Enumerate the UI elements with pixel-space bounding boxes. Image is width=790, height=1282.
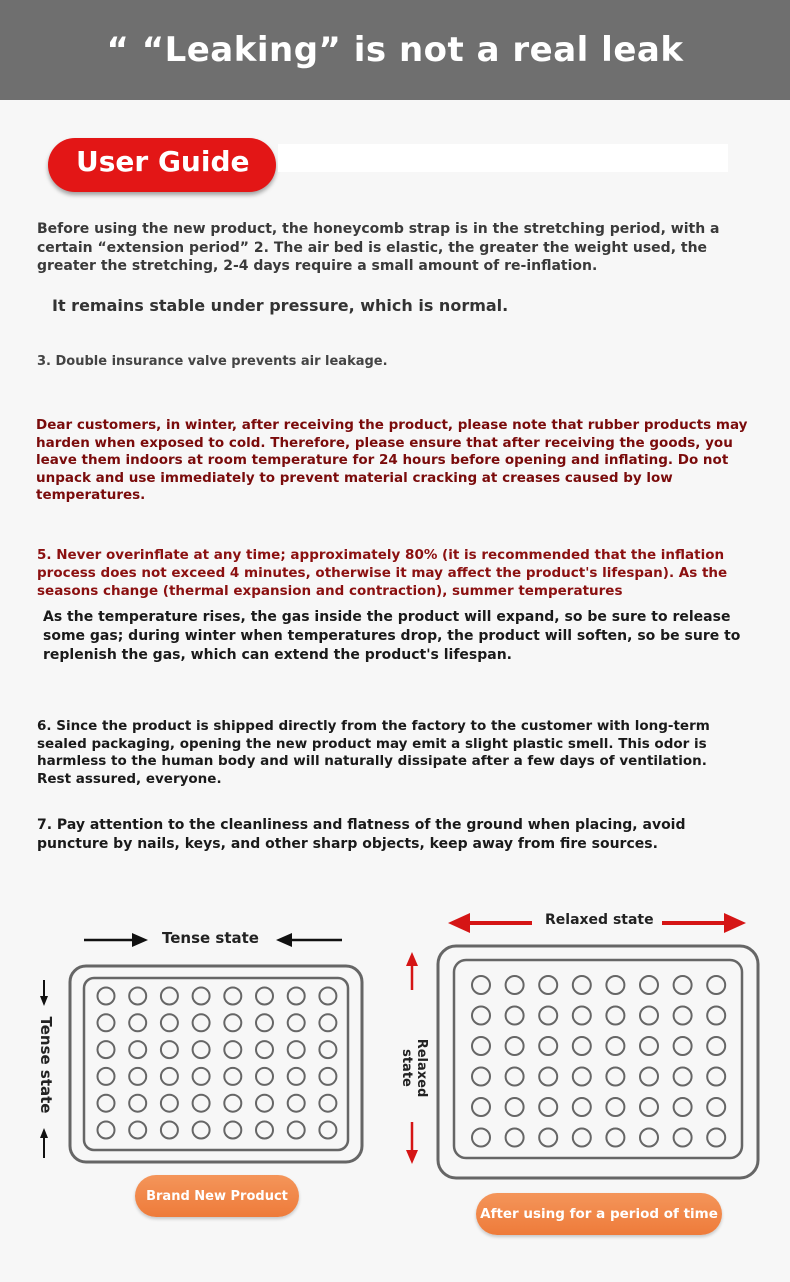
mattress-hole [193, 1014, 210, 1031]
mattress-hole [674, 1129, 692, 1147]
paragraph-stable: It remains stable under pressure, which is normal. [52, 296, 509, 315]
paragraph-extension-period: Before using the new product, the honeycomb strap is in the stretching period, with a certain “extension period” 2. The air bed is elastic, the greater the weight used, the greater the stretching, 2-4 days require a small amount of re-inflation. [37, 221, 720, 274]
mattress-hole [674, 1037, 692, 1055]
left-mattress-inner [84, 978, 348, 1150]
right-top-arrow-left [448, 913, 532, 933]
mattress-hole [606, 1037, 624, 1055]
mattress-hole [98, 988, 115, 1005]
mattress-hole [707, 976, 725, 994]
mattress-hole [573, 1037, 591, 1055]
mattress-hole [674, 976, 692, 994]
mattress-hole [224, 988, 241, 1005]
mattress-hole [539, 1098, 557, 1116]
mattress-hole [573, 1007, 591, 1025]
mattress-hole [573, 1129, 591, 1147]
mattress-hole [224, 1041, 241, 1058]
mattress-hole [288, 1122, 305, 1139]
right-top-arrow-right [662, 913, 746, 933]
mattress-hole [161, 1014, 178, 1031]
mattress-hole [707, 1037, 725, 1055]
mattress-hole [193, 1122, 210, 1139]
mattress-hole [707, 1007, 725, 1025]
paragraph-winter-notice: Dear customers, in winter, after receiving the product, please note that rubber products may harden when exposed to cold. Therefore, please ensure that after receiving the goods, you leave them indoors at room temperature for 24 hours before opening and inflating. Do not unpack and use immediately to prevent material cracking at creases caused by low temperatures. [36, 417, 748, 503]
mattress-hole [129, 1122, 146, 1139]
right-mattress-holes [472, 976, 725, 1147]
mattress-hole [319, 1014, 336, 1031]
mattress-hole [472, 1068, 490, 1086]
mattress-hole [506, 1037, 524, 1055]
mattress-hole [640, 1068, 658, 1086]
left-top-arrow-left [276, 933, 342, 947]
heading-underline-bar [278, 144, 728, 172]
mattress-hole [161, 1122, 178, 1139]
mattress-hole [319, 1068, 336, 1085]
mattress-hole [98, 1041, 115, 1058]
mattress-hole [193, 988, 210, 1005]
mattress-hole [256, 1095, 273, 1112]
mattress-hole [319, 1122, 336, 1139]
mattress-hole [640, 1098, 658, 1116]
mattress-hole [506, 1129, 524, 1147]
mattress-hole [161, 988, 178, 1005]
mattress-hole [161, 1095, 178, 1112]
mattress-hole [129, 1014, 146, 1031]
mattress-hole [539, 1037, 557, 1055]
mattress-hole [98, 1068, 115, 1085]
left-mattress-holes [98, 988, 337, 1139]
state-comparison-diagram [0, 890, 790, 1282]
paragraph-temperature: As the temperature rises, the gas inside the product will expand, so be sure to release some gas; during winter when temperatures drop, the product will soften, so be sure to replenish the gas, which can extend the product's lifespan. [43, 609, 741, 663]
right-side-arrow-up [406, 952, 418, 990]
mattress-hole [256, 1041, 273, 1058]
used-period-badge: After using for a period of time [476, 1193, 722, 1235]
mattress-hole [472, 976, 490, 994]
left-side-label: Tense state [37, 1016, 55, 1114]
mattress-hole [707, 1129, 725, 1147]
right-side-arrow-down [406, 1122, 418, 1164]
mattress-hole [288, 988, 305, 1005]
mattress-hole [256, 1014, 273, 1031]
mattress-hole [224, 1068, 241, 1085]
user-guide-pill: User Guide [48, 138, 276, 192]
mattress-hole [539, 976, 557, 994]
mattress-hole [674, 1098, 692, 1116]
mattress-hole [573, 976, 591, 994]
mattress-hole [224, 1122, 241, 1139]
paragraph-overinflate: 5. Never overinflate at any time; approximately 80% (it is recommended that the inflation process does not exceed 4 minutes, otherwise it may affect the product's lifespan). As the seasons change (thermal expansion and contraction), summer temperatures [37, 547, 728, 599]
mattress-hole [539, 1068, 557, 1086]
left-side-arrow-up [40, 1128, 48, 1158]
mattress-hole [256, 1122, 273, 1139]
mattress-hole [506, 976, 524, 994]
mattress-hole [640, 1007, 658, 1025]
mattress-hole [539, 1129, 557, 1147]
paragraph-placement: 7. Pay attention to the cleanliness and flatness of the ground when placing, avoid puncture by nails, keys, and other sharp objects, keep away from fire sources. [37, 817, 686, 852]
mattress-hole [319, 988, 336, 1005]
right-top-label: Relaxed state [545, 912, 654, 928]
mattress-hole [161, 1041, 178, 1058]
mattress-hole [506, 1098, 524, 1116]
mattress-hole [606, 1068, 624, 1086]
mattress-hole [193, 1068, 210, 1085]
paragraph-valve: 3. Double insurance valve prevents air leakage. [37, 354, 388, 369]
mattress-hole [640, 1129, 658, 1147]
mattress-hole [606, 976, 624, 994]
left-side-arrow-down [40, 980, 48, 1006]
mattress-hole [319, 1095, 336, 1112]
mattress-hole [606, 1129, 624, 1147]
mattress-hole [98, 1014, 115, 1031]
mattress-hole [288, 1068, 305, 1085]
mattress-hole [98, 1122, 115, 1139]
mattress-hole [129, 1068, 146, 1085]
mattress-hole [674, 1068, 692, 1086]
mattress-hole [472, 1129, 490, 1147]
mattress-hole [224, 1095, 241, 1112]
mattress-hole [506, 1007, 524, 1025]
mattress-hole [539, 1007, 557, 1025]
mattress-hole [472, 1007, 490, 1025]
right-side-label: Relaxed state [399, 1038, 429, 1098]
mattress-hole [640, 1037, 658, 1055]
mattress-hole [319, 1041, 336, 1058]
mattress-hole [707, 1068, 725, 1086]
mattress-hole [472, 1098, 490, 1116]
mattress-hole [224, 1014, 241, 1031]
mattress-hole [193, 1095, 210, 1112]
mattress-hole [256, 988, 273, 1005]
mattress-hole [193, 1041, 210, 1058]
mattress-hole [129, 1095, 146, 1112]
mattress-hole [256, 1068, 273, 1085]
mattress-hole [98, 1095, 115, 1112]
mattress-hole [606, 1007, 624, 1025]
left-top-arrow-right [84, 933, 148, 947]
mattress-hole [707, 1098, 725, 1116]
mattress-hole [288, 1095, 305, 1112]
header-banner [0, 0, 790, 100]
mattress-hole [506, 1068, 524, 1086]
right-mattress-inner [454, 960, 742, 1158]
paragraph-smell: 6. Since the product is shipped directly from the factory to the customer with long-term sealed packaging, opening the new product may emit a slight plastic smell. This odor is harmless to the human body and will naturally dissipate after a few days of ventilation. Rest assured, everyone. [37, 718, 710, 787]
mattress-hole [288, 1014, 305, 1031]
mattress-hole [674, 1007, 692, 1025]
brand-new-badge: Brand New Product [135, 1175, 299, 1217]
page-title: “ “Leaking” is not a real leak [106, 30, 684, 70]
mattress-hole [288, 1041, 305, 1058]
left-top-label: Tense state [162, 929, 259, 947]
mattress-hole [472, 1037, 490, 1055]
mattress-hole [129, 988, 146, 1005]
mattress-hole [161, 1068, 178, 1085]
mattress-hole [606, 1098, 624, 1116]
mattress-hole [129, 1041, 146, 1058]
mattress-hole [573, 1068, 591, 1086]
mattress-hole [640, 976, 658, 994]
mattress-hole [573, 1098, 591, 1116]
